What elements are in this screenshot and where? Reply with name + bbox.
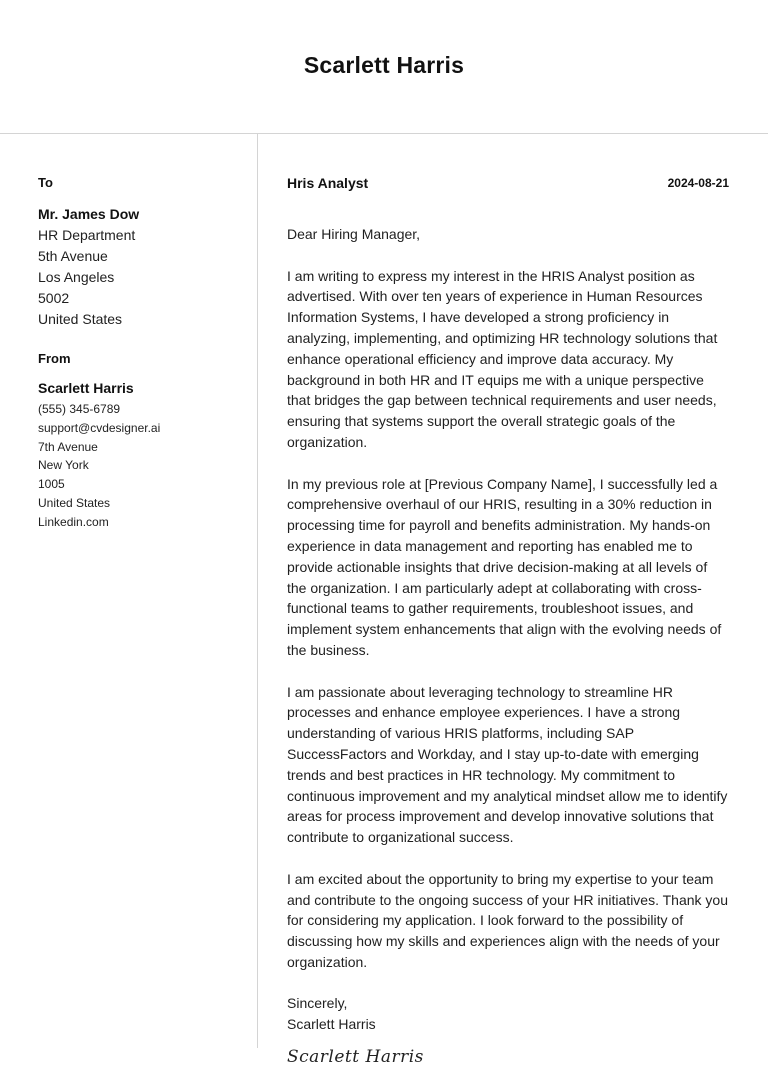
letter-paragraph: In my previous role at [Previous Company Name], I successfully led a comprehensive overhaul of our HRIS, resulting in a 30% reduction in processing time for payroll and benefits administration. My hands-on experience in data management and reporting has enabled me to provide actionable insights that drive decision-making at all levels of the organization. I am particularly adept at collaborating with cross-functional teams to gather requirements, troubleshoot issues, and implement system enhancements that align with the evolving needs of the business. — [287, 475, 722, 658]
recipient-line: Los Angeles — [38, 269, 115, 285]
sender-email: support@cvdesigner.ai — [38, 420, 161, 435]
closing-phrase: Sincerely, — [287, 995, 348, 1012]
letter-date: 2024-08-21 — [667, 176, 729, 190]
sender-line: New York — [38, 458, 89, 473]
recipient-name: Mr. James Dow — [38, 206, 140, 222]
letter-paragraph: I am excited about the opportunity to bring my expertise to your team and contribute to the ongoing success of your HR initiatives. Thank you for considering my application. I look forward to the possibility of discussing how my skills and experiences align with the needs of your organization. — [287, 870, 728, 970]
sender-line: United States — [38, 495, 111, 510]
signature: Scarlett Harris — [287, 1047, 424, 1068]
recipient-line: 5002 — [38, 290, 70, 306]
recipient-line: HR Department — [38, 227, 136, 243]
salutation: Dear Hiring Manager, — [287, 226, 421, 242]
closing-name: Scarlett Harris — [287, 1016, 376, 1033]
sender-line: 1005 — [38, 477, 65, 492]
page-header — [0, 0, 768, 134]
recipient-heading: To — [38, 175, 53, 190]
sender-linkedin: Linkedin.com — [38, 514, 109, 529]
sender-heading: From — [38, 351, 71, 366]
job-role: Hris Analyst — [287, 175, 369, 191]
sender-phone: (555) 345-6789 — [38, 402, 121, 416]
sender-line: 7th Avenue — [38, 439, 98, 454]
recipient-line: United States — [38, 311, 123, 327]
letter-paragraph: I am passionate about leveraging technology to streamline HR processes and enhance employee experiences. I have a strong understanding of various HRIS platforms, including SAP SuccessFactors and Workday, and I stay up-to-date with emerging trends and best practices in HR technology. My commitment to continuous improvement and my analytical mindset allow me to identify areas for process improvement and develop innovative solutions that contribute to organizational success. — [287, 683, 728, 846]
letter-paragraph: I am writing to express my interest in the HRIS Analyst position as advertised. With over ten years of experience in Human Resources Information Systems, I have developed a strong proficiency in analyzing, implementing, and optimizing HR technology solutions that enhance operational efficiency and improve data accuracy. My background in both HR and IT equips me with a unique perspective that bridges the gap between technical requirements and user needs, ensuring that systems support the overall strategic goals of the organization. — [287, 267, 718, 450]
letter-body — [287, 174, 729, 1067]
recipient-line: 5th Avenue — [38, 248, 108, 264]
letter-topline — [287, 174, 729, 192]
page-title: Scarlett Harris — [303, 52, 465, 78]
closing — [287, 993, 729, 1035]
recipient-block — [38, 204, 248, 330]
sender-name: Scarlett Harris — [38, 380, 134, 396]
sidebar — [38, 174, 248, 532]
column-divider — [257, 134, 258, 1048]
sender-block — [38, 379, 248, 532]
